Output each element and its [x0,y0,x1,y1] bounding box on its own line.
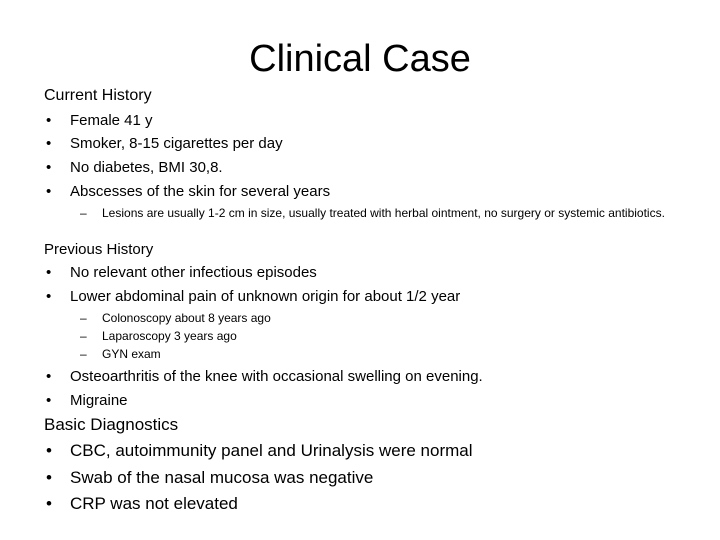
list-item-text: No diabetes, BMI 30,8. [70,159,223,176]
slide-title: Clinical Case [249,38,471,80]
bullet-icon: • [46,494,52,513]
sub-list-item-text: Laparoscopy 3 years ago [102,329,237,343]
bullet-icon: • [46,264,52,281]
list-item-text: Swab of the nasal mucosa was negative [70,468,374,487]
list-item-text: Osteoarthritis of the knee with occasional swelling on evening. [70,368,483,385]
list-item-text: Female 41 y [70,112,153,129]
list-item-text: No relevant other infectious episodes [70,264,317,281]
dash-icon: – [80,206,87,220]
bullet-icon: • [46,468,52,487]
sub-list-item-text: Colonoscopy about 8 years ago [102,311,271,325]
section-heading-previous-history: Previous History [44,241,154,258]
list-item-text: Lower abdominal pain of unknown origin for about 1/2 year [70,288,461,305]
list-item-text: Migraine [70,392,128,409]
bullet-icon: • [46,112,52,129]
bullet-icon: • [46,135,52,152]
list-item-text: Smoker, 8-15 cigarettes per day [70,135,283,152]
sub-list-item-text: Lesions are usually 1-2 cm in size, usually treated with herbal ointment, no surgery or systemic antibiotics. [102,206,665,220]
list-item-text: CBC, autoimmunity panel and Urinalysis were normal [70,441,473,460]
dash-icon: – [80,311,87,325]
bullet-icon: • [46,441,52,460]
section-heading-basic-diagnostics: Basic Diagnostics [44,415,179,434]
list-item-text: Abscesses of the skin for several years [70,183,331,200]
dash-icon: – [80,329,87,343]
section-heading-current-history: Current History [44,87,152,104]
bullet-icon: • [46,159,52,176]
bullet-icon: • [46,288,52,305]
bullet-icon: • [46,392,52,409]
bullet-icon: • [46,368,52,385]
dash-icon: – [80,347,87,361]
sub-list-item-text: GYN exam [102,347,161,361]
list-item-text: CRP was not elevated [70,494,238,513]
bullet-icon: • [46,183,52,200]
